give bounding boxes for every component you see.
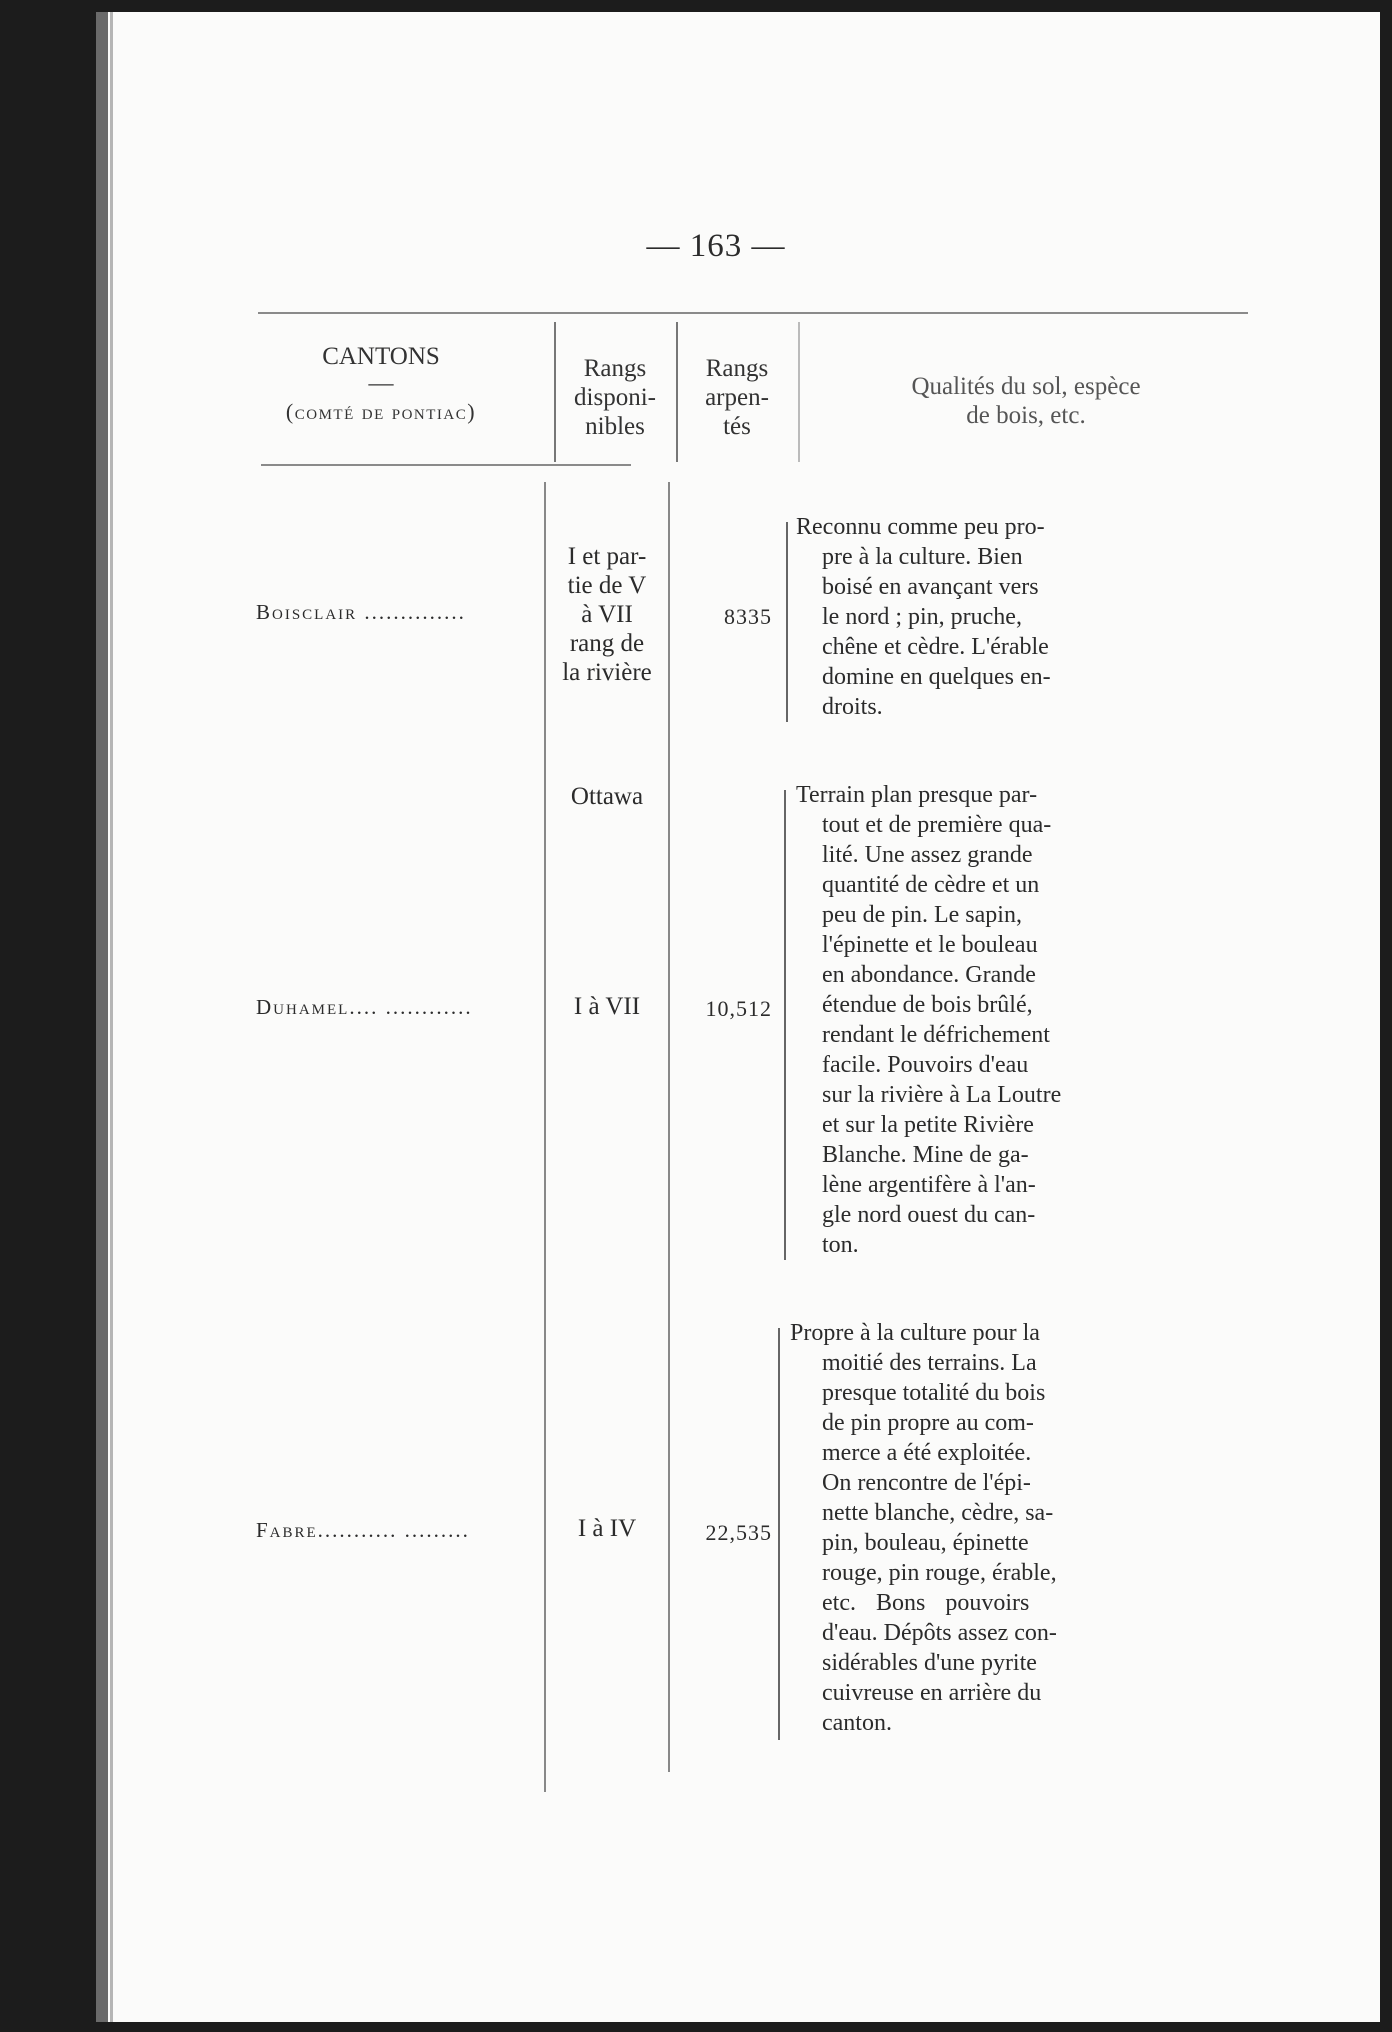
qualites-line: moitié des terrains. La [822,1350,1037,1376]
qualites-line: tout et de première qua- [822,812,1052,838]
qualites-line: sur la rivière à La Loutre [822,1082,1062,1108]
rangs-disponibles-duhamel-top: Ottawa [570,783,644,810]
rangs-line: I et par- [567,543,647,570]
header-rangs-disponibles-line: nibles [585,413,645,440]
book-spine-edge [110,12,113,2022]
qualites-line: cuivreuse en arrière du [822,1680,1042,1706]
rangs-disponibles-duhamel [542,992,672,1021]
rangs-line: à VII [581,601,633,628]
header-rangs-disponibles [556,354,674,441]
qualites-line: pre à la culture. Bien [822,544,1023,570]
qualites-fabre [790,1318,1246,1738]
qualites-line: en abondance. Grande [822,962,1036,988]
rangs-arpentes-boisclair: 8335 [724,604,772,629]
qualites-line: l'épinette et le bouleau [822,932,1038,958]
qualites-line: lité. Une assez grande [822,842,1033,868]
table-top-rule [258,312,1248,314]
rangs-line: la rivière [562,659,652,686]
qualites-line: Blanche. Mine de ga- [822,1142,1029,1168]
header-rangs-disponibles-line: Rangs [583,355,647,382]
document-page [96,12,1380,2022]
qualites-line: nette blanche, cèdre, sa- [822,1500,1054,1526]
rangs-line: I à VII [573,993,641,1020]
page-number: — 163 — [646,228,786,264]
qualites-boisclair [796,512,1246,722]
header-rangs-arpentes-line: tés [723,413,751,440]
qualites-line: presque totalité du bois [822,1380,1046,1406]
qualites-line: domine en quelques en- [822,664,1051,690]
qualites-line: rendant le défrichement [822,1022,1050,1048]
qualites-line: rouge, pin rouge, érable, [822,1560,1057,1586]
rangs-disponibles-boisclair [542,542,672,687]
qualites-line: d'eau. Dépôts assez con- [822,1620,1057,1646]
qualites-line: Propre à la culture pour la [790,1320,1040,1346]
qualites-line: peu de pin. Le sapin, [822,902,1022,928]
qualites-line: sidérables d'une pyrite [822,1650,1037,1676]
qualites-line: gle nord ouest du can- [822,1202,1036,1228]
qualites-line: facile. Pouvoirs d'eau [822,1052,1029,1078]
qualites-line: merce a été exploitée. [822,1440,1032,1466]
qualites-line: ton. [822,1232,859,1258]
qualites-line: le nord ; pin, pruche, [822,604,1022,630]
header-rangs-arpentes-line: Rangs [705,355,769,382]
rangs-arpentes-fabre: 22,535 [705,1520,772,1545]
header-cantons-dash: — [368,370,394,397]
qualites-line: etc. Bons pouvoirs [822,1590,1030,1616]
rangs-line: rang de [569,630,645,657]
header-cantons-title: CANTONS [322,343,440,370]
header-qualites-line: de bois, etc. [966,402,1086,429]
rangs-line: tie de V [567,572,647,599]
column-divider-3 [798,322,800,462]
bracket-fabre [778,1328,784,1740]
bracket-boisclair [786,522,792,722]
qualites-line: Terrain plan presque par- [796,782,1038,808]
rangs-arpentes-duhamel: 10,512 [705,996,772,1021]
qualites-line: boisé en avançant vers [822,574,1039,600]
rangs-disponibles-fabre [542,1514,672,1543]
bracket-duhamel [784,790,790,1260]
header-county: (comté de pontiac) [285,399,477,424]
qualites-line: étendue de bois brûlé, [822,992,1033,1018]
canton-boisclair: Boisclair .............. [256,600,466,624]
qualites-line: Reconnu comme peu pro- [796,514,1045,540]
canton-fabre: Fabre........... ......... [256,1518,470,1542]
table-header-rule [261,464,631,466]
book-spine [96,12,108,2022]
qualites-line: chêne et cèdre. L'érable [822,634,1049,660]
header-rangs-arpentes [678,354,796,441]
qualites-line: lène argentifère à l'an- [822,1172,1036,1198]
qualites-line: de pin propre au com- [822,1410,1034,1436]
qualites-duhamel [796,780,1246,1260]
qualites-line: droits. [822,694,883,720]
header-rangs-arpentes-line: arpen- [705,384,769,411]
qualites-line: quantité de cèdre et un [822,872,1040,898]
header-cantons [236,342,526,426]
header-qualites [806,372,1246,430]
qualites-line: et sur la petite Rivière [822,1112,1034,1138]
canton-duhamel: Duhamel.... ............ [256,995,473,1019]
header-qualites-line: Qualités du sol, espèce [911,373,1141,400]
header-rangs-disponibles-line: disponi- [574,384,656,411]
rangs-line: I à IV [577,1515,637,1542]
qualites-line: canton. [822,1710,892,1736]
qualites-line: On rencontre de l'épi- [822,1470,1031,1496]
qualites-line: pin, bouleau, épinette [822,1530,1029,1556]
